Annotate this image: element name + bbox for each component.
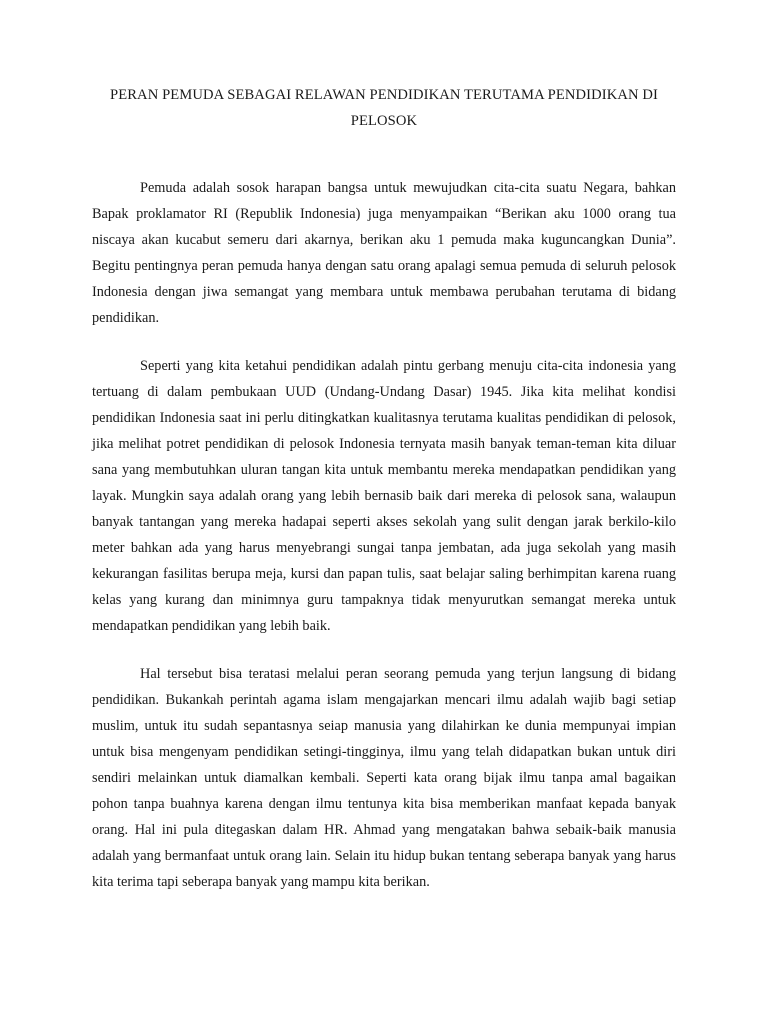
- paragraph-1: Pemuda adalah sosok harapan bangsa untuk mewujudkan cita-cita suatu Negara, bahkan Bapak proklamator RI (Republik Indonesia) juga menyampaikan “Berikan aku 1000 orang tua niscaya akan kucabut semeru dari akarnya, berikan aku 1 pemuda maka kuguncangkan Dunia”. Begitu pentingnya peran pemuda hanya dengan satu orang apalagi semua pemuda di seluruh pelosok Indonesia dengan jiwa semangat yang membara untuk membawa perubahan terutama di bidang pendidikan.: [92, 180, 676, 326]
- document-title: PERAN PEMUDA SEBAGAI RELAWAN PENDIDIKAN TERUTAMA PENDIDIKAN DI PELOSOK: [109, 87, 658, 129]
- document-body: [92, 175, 676, 917]
- paragraph-2: Seperti yang kita ketahui pendidikan adalah pintu gerbang menuju cita-cita indonesia yang tertuang di dalam pembukaan UUD (Undang-Undang Dasar) 1945. Jika kita melihat kondisi pendidikan Indonesia saat ini perlu ditingkatkan kualitasnya terutama kualitas pendidikan di pelosok, jika melihat potret pendidikan di pelosok Indonesia ternyata masih banyak teman-teman kita diluar sana yang membutuhkan uluran tangan kita untuk membantu mereka mendapatkan pendidikan yang layak. Mungkin saya adalah orang yang lebih bernasib baik dari mereka di pelosok sana, walaupun banyak tantangan yang mereka hadapai seperti akses sekolah yang sulit dengan jarak berkilo-kilo meter bahkan ada yang harus menyebrangi sungai tanpa jembatan, ada juga sekolah yang masih kekurangan fasilitas berupa meja, kursi dan papan tulis, saat belajar saling berhimpitan karena ruang kelas yang kurang dan minimnya guru tampaknya tidak menyurutkan semangat mereka untuk mendapatkan pendidikan yang lebih baik.: [92, 358, 676, 634]
- paragraph-3: Hal tersebut bisa teratasi melalui peran seorang pemuda yang terjun langsung di bidang pendidikan. Bukankah perintah agama islam mengajarkan mencari ilmu adalah wajib bagi setiap muslim, untuk itu sudah sepantasnya seiap manusia yang dilahirkan ke dunia mempunyai impian untuk bisa mengenyam pendidikan setingi-tingginya, ilmu yang telah didapatkan bukan untuk diri sendiri melainkan untuk diamalkan kembali. Seperti kata orang bijak ilmu tanpa amal bagaikan pohon tanpa buahnya karena dengan ilmu tentunya kita bisa memberikan manfaat kepada banyak orang. Hal ini pula ditegaskan dalam HR. Ahmad yang mengatakan bahwa sebaik-baik manusia adalah yang bermanfaat untuk orang lain. Selain itu hidup bukan tentang seberapa banyak yang harus kita terima tapi seberapa banyak yang mampu kita berikan.: [92, 666, 676, 890]
